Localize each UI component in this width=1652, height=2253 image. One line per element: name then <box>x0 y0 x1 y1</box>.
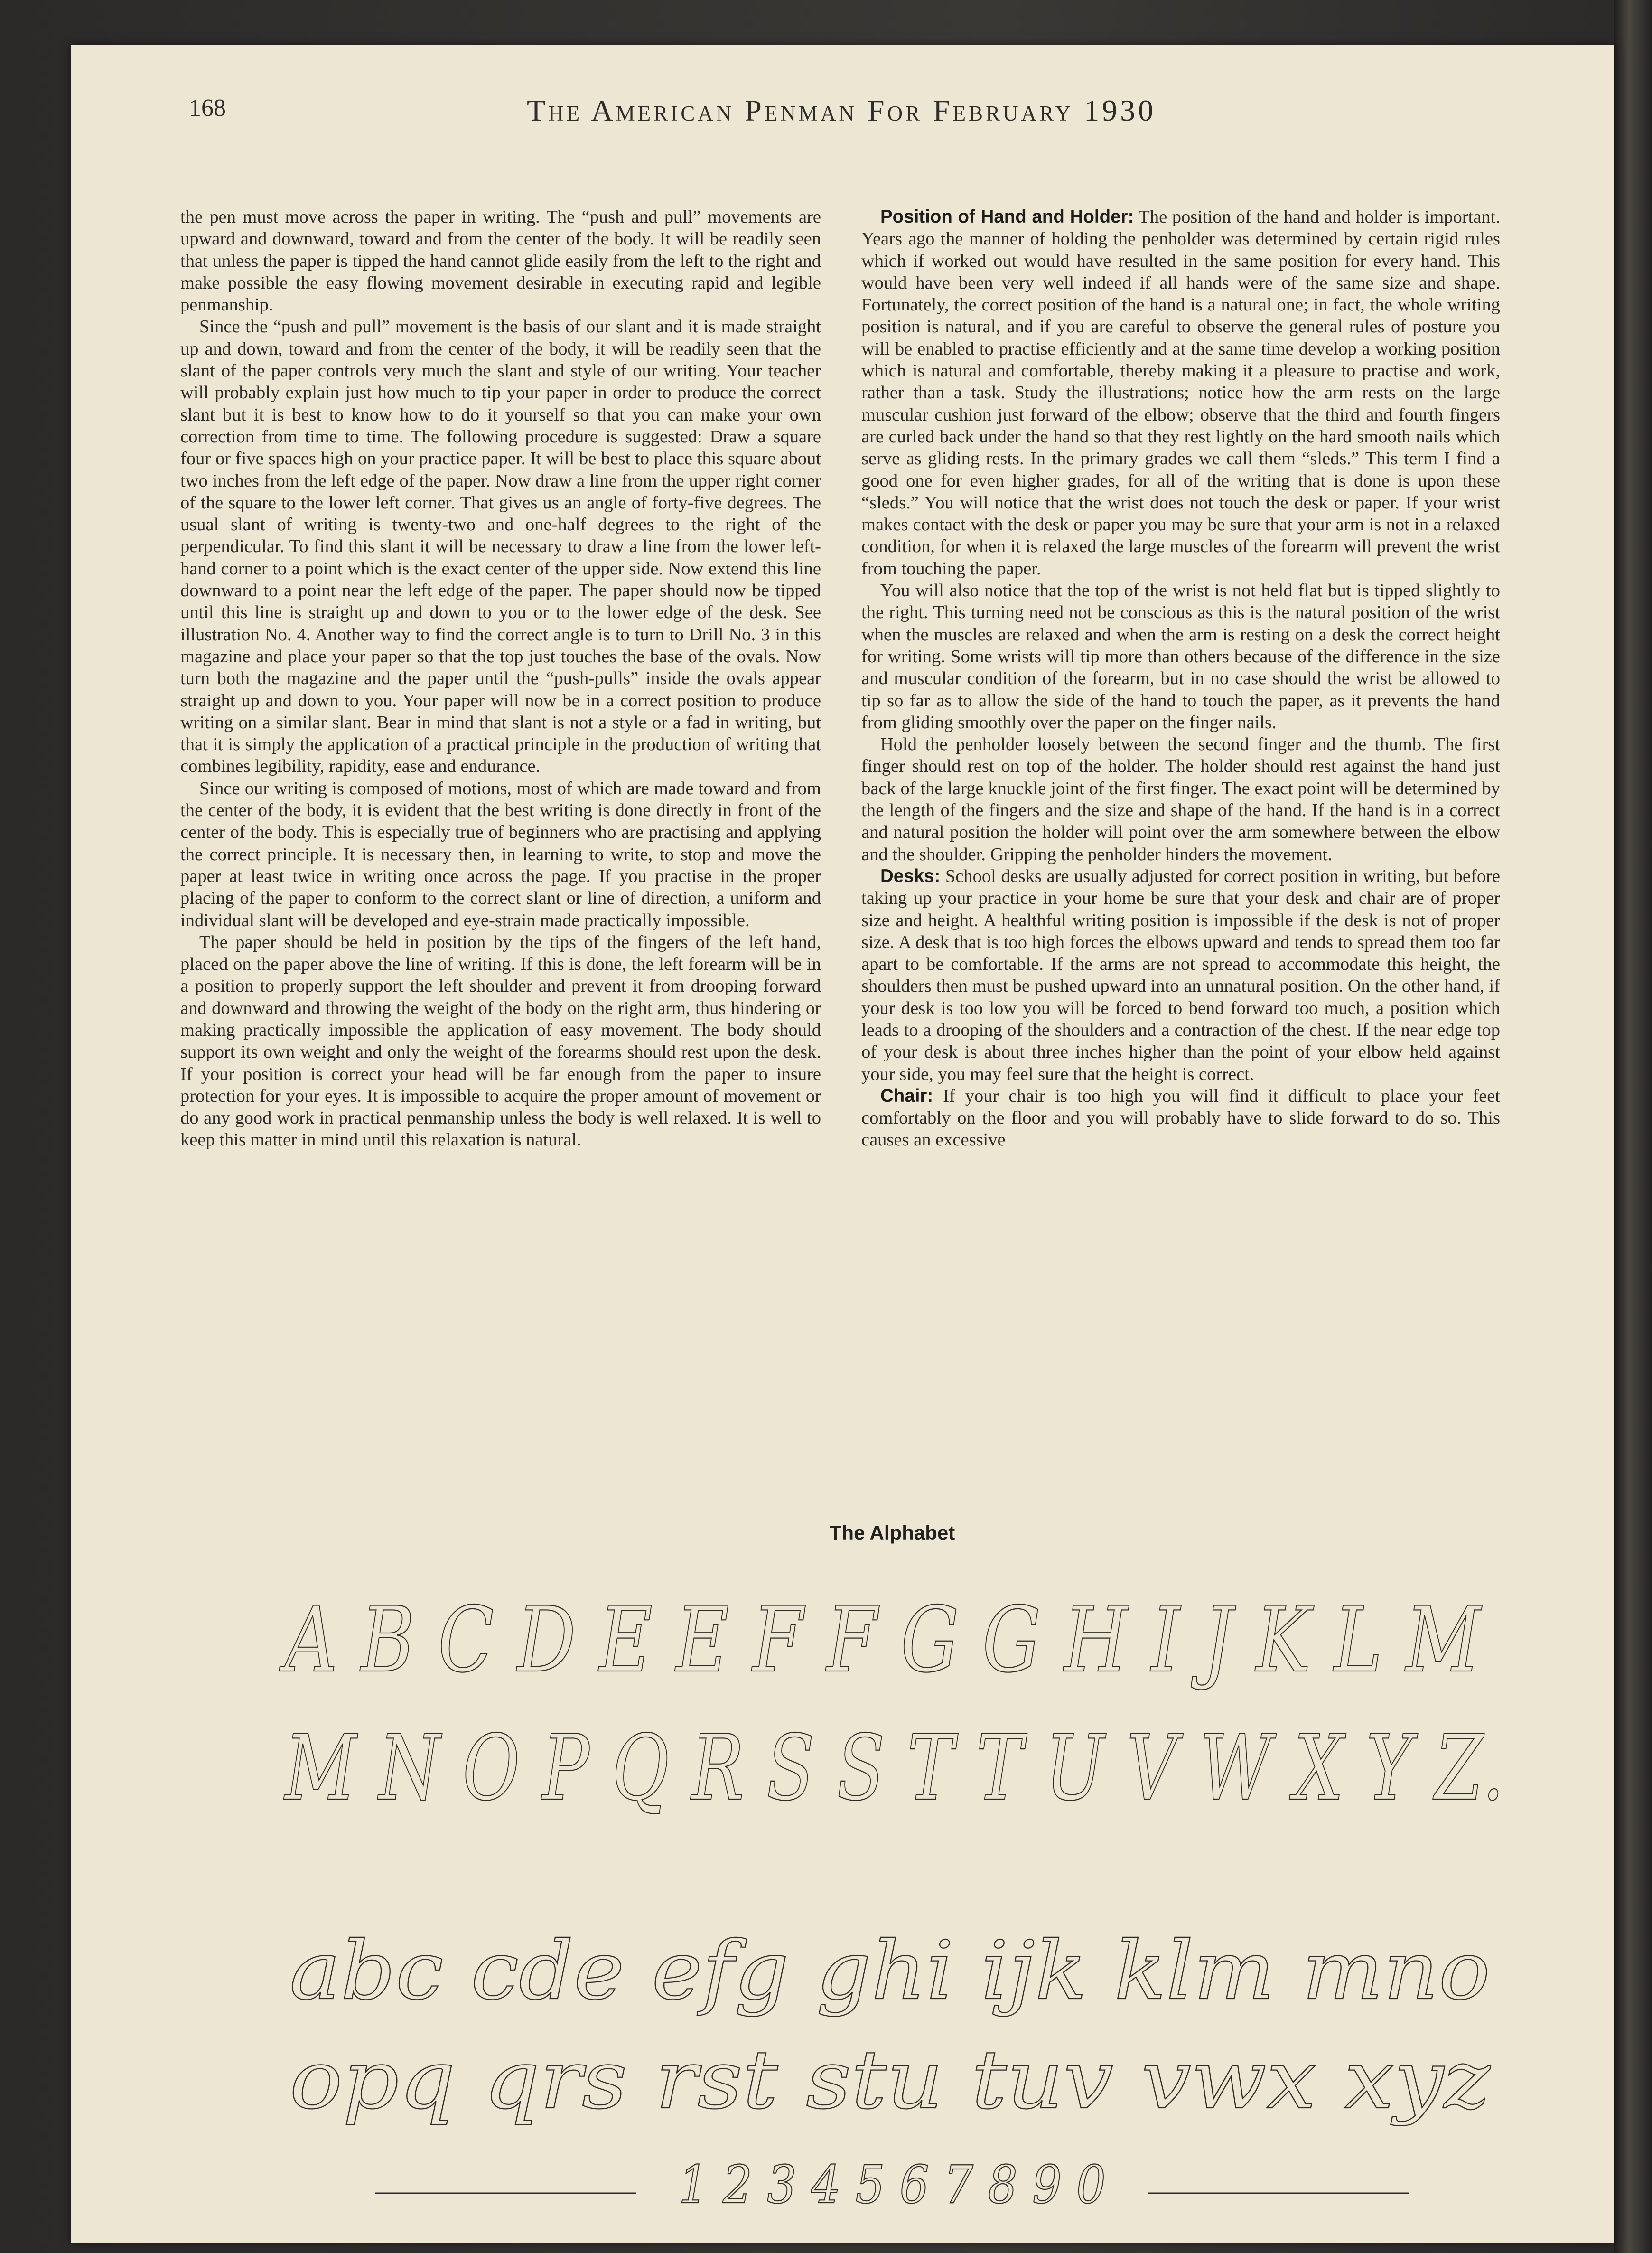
section-heading-chair: Chair: <box>880 1085 933 1106</box>
script-lowercase-row-2 <box>289 2033 1491 2127</box>
paragraph: Since the “push and pull” movement is the basis of our slant and it is made straight up and down, toward and from the center of the body, it will be readily seen that the slant of the paper controls very much the slant and style of our writing. Your teacher will probably explain just how much to tip your paper in order to produce the correct slant but it is best to know how to do it yourself so that you can make your own correction from time to time. The following procedure is suggested: Draw a square four or five spaces high on your practice paper. It will be best to place this square about two inches from the left edge of the paper. Now draw a line from the upper right corner of the square to the lower left corner. That gives us an angle of forty-five degrees. The usual slant of writing is twenty-two and one-half degrees to the right of the perpendicular. To find this slant it will be necessary to draw a line from the lower left-hand corner to a point which is the exact center of the upper side. Now extend this line downward to a point near the left edge of the paper. The paper should now be tipped until this line is straight up and down to you or to the lower edge of the desk. See illustration No. 4. Another way to find the correct angle is to turn to Drill No. 3 in this magazine and place your paper so that the top just touches the base of the ovals. Now turn both the magazine and the paper until the “push-pulls” inside the ovals appear straight up and down to you. Your paper will now be in a correct position to produce writing on a similar slant. Bear in mind that slant is not a style or a fad in writing, but that it is simply the application of a practical principle in the production of writing that combines legibility, rapidity, ease and endurance. <box>180 317 821 777</box>
script-capitals-row-1 <box>279 1587 1483 1692</box>
section-heading-position: Position of Hand and Holder: <box>880 207 1134 227</box>
paragraph: You will also notice that the top of the wrist is not held flat but is tipped slightly to the right. This turning need not be conscious as this is the natural position of the wrist when the muscles are relaxed and when the arm is resting on a desk the correct height for writing. Some wrists will tip more than others because of the difference in the size and muscular condition of the forearm, but in no case should the wrist be allowed to tip so far as to allow the side of the hand to touch the paper, as it prevents the hand from gliding smoothly over the paper on the finger nails. <box>861 581 1500 732</box>
numerals-line: 1 2 3 4 5 6 7 8 9 0 <box>679 2154 1106 2215</box>
lowercase-line-1: abc cde efg ghi ijk klm mno <box>289 1924 1490 2018</box>
running-head: The American Penman For February 1930 <box>527 94 1157 127</box>
section-heading-desks: Desks: <box>880 865 941 886</box>
section-text: If your chair is too high you will find it difficult to place your feet comfortably on the floor and you will probably have to slide forward to do so. This causes an excessive <box>861 1086 1500 1150</box>
capitals-line-2: M N O P Q R S S T T U V W X Y Z. <box>283 1716 1504 1821</box>
script-lowercase-row-1 <box>289 1924 1490 2018</box>
paragraph: Hold the penholder loosely between the second finger and the thumb. The first finger should rest on top of the holder. The holder should rest against the hand just back of the large knuckle joint of the first finger. The exact point will be determined by the length of the fingers and the size and shape of the hand. If the hand is in a correct and natural position the holder will point over the arm somewhere between the elbow and the shoulder. Gripping the penholder hinders the movement. <box>861 734 1500 864</box>
paragraph: Since our writing is composed of motions, most of which are made toward and from the center of the body, it is evident that the best writing is done directly in front of the center of the body. This is especially true of beginners who are practising and applying the correct principle. It is necessary then, in learning to write, to stop and move the paper at least twice in writing once across the page. If you practise in the proper placing of the paper to conform to the correct slant or line of direction, a uniform and individual slant will be developed and eye-strain made practically impossible. <box>180 778 821 930</box>
script-capitals-row-2 <box>284 1716 1504 1821</box>
paragraph: The paper should be held in position by the tips of the fingers of the left hand, placed on the paper above the line of writing. If this is done, the left forearm will be in a position to properly support the left shoulder and prevent it from drooping forward and downward and throwing the weight of the body on the right arm, thus hindering or making practically impossible the application of easy movement. The body should support its own weight and only the weight of the forearms should rest upon the desk. If your position is correct your head will be far enough from the paper to insure protection for your eyes. It is impossible to acquire the proper amount of movement or do any good work in practical penmanship unless the body is well relaxed. It is well to keep this matter in mind until this relaxation is natural. <box>180 932 821 1150</box>
script-numerals-row <box>679 2154 1106 2215</box>
section-text: The position of the hand and holder is important. Years ago the manner of holding the penholder was determined by certain rigid rules which if worked out would have resulted in the same position for every hand. This would have been very well indeed if all hands were of the same size and shape. Fortunately, the correct position of the hand is a natural one; in fact, the whole writing position is natural, and if you are careful to observe the general rules of posture you will be enabled to practise efficiently and at the same time develop a working position which is natural and comfortable, thereby making it a pleasure to practise and work, rather than a task. Study the illustrations; notice how the arm rests on the large muscular cushion just forward of the elbow; observe that the third and fourth fingers are curled back under the hand so that they rest lightly on the hard smooth nails which serve as gliding rests. In the primary grades we call them “sleds.” This term I find a good one for even higher grades, for all of the writing that is done is upon these “sleds.” You will notice that the wrist does not touch the desk or paper. If your wrist makes contact with the desk or paper you may be sure that your arm is not in a relaxed condition, for when it is relaxed the large muscles of the forearm will prevent the wrist from touching the paper. <box>861 207 1500 579</box>
lowercase-line-2: opq qrs rst stu tuv vwx xyz <box>289 2033 1491 2127</box>
section-text: School desks are usually adjusted for correct position in writing, but before taking up your practice in your home be sure that your desk and chair are of proper size and height. A healthful writing position is impossible if the desk is not of proper size. A desk that is too high forces the elbows upward and tends to spread them too far apart to be comfortable. If the arms are not spread to accommodate this height, the shoulders then must be pushed upward into an unnatural position. On the other hand, if your desk is too low you will be forced to bend forward too much, a position which leads to a drooping of the shoulders and a contraction of the chest. If the near edge top of your desk is about three inches higher than the point of your elbow held against your side, you may feel sure that the height is correct. <box>861 866 1501 1084</box>
capitals-line-1: A B C D E E F F G G H I J K L M <box>279 1587 1483 1692</box>
alphabet-title: The Alphabet <box>829 1521 955 1544</box>
page-number: 168 <box>189 94 226 122</box>
paragraph: the pen must move across the paper in writing. The “push and pull” movements are upward and downward, toward and from the center of the body. It will be readily seen that unless the paper is tipped the hand cannot glide easily from the left to the right and make possible the easy flowing movement desirable in executing rapid and legible penmanship. <box>180 207 821 315</box>
